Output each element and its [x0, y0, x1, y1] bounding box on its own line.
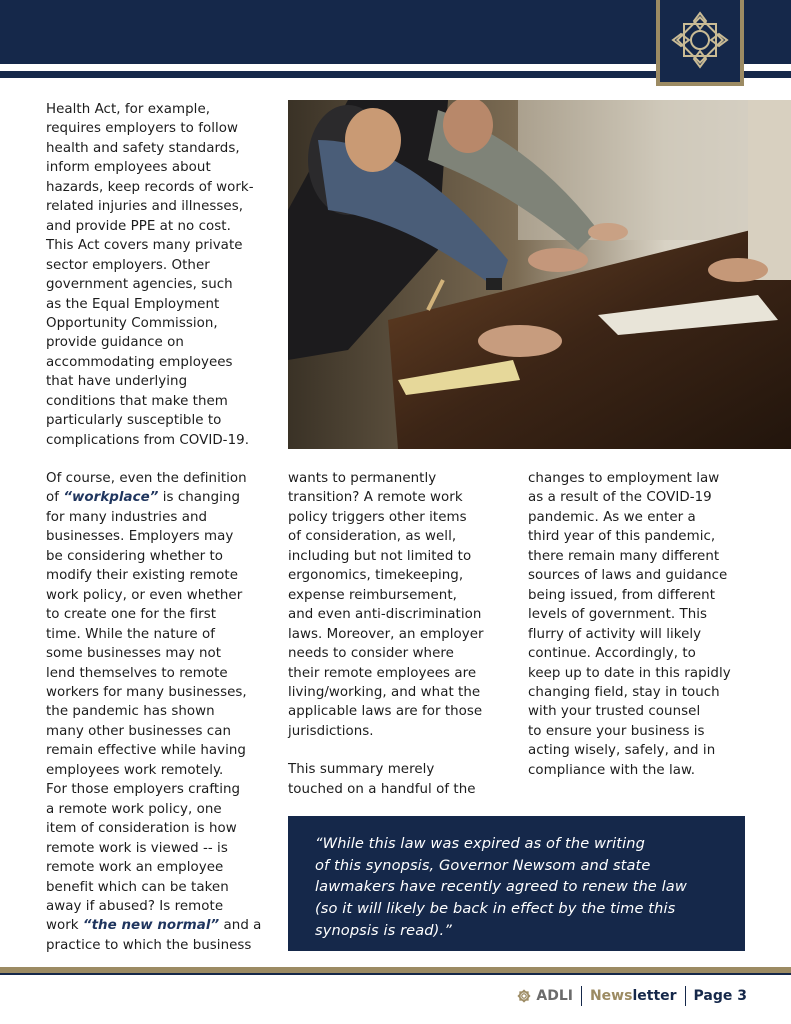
- footer-separator: [581, 986, 582, 1006]
- col1-part3: and a practice to which the business: [46, 918, 262, 953]
- column-3-text: changes to employment law as a result of the COVID-19 pandemic. As we enter a third year of this pandemic, there remain many different sources of laws and guidance being issued, from different levels of government. This flurry of activity will likely continue. Accordingly, to keep up to date in this rapidly changing field, stay in touch with your trusted counsel to ensure your business is acting wisely, safely, and in compliance with the law.: [528, 471, 731, 778]
- new-normal-emphasis: “the new normal”: [82, 918, 220, 934]
- column-2: [288, 469, 498, 799]
- column-1-top-text: Health Act, for example, requires employers to follow health and safety standards, inform employees about hazards, keep records of work- related injuries and illnesses, and provide PPE at no cost. This Act covers many private sector employers. Other government agencies, such as the Equal Employment Opportunity Commission, provide guidance on accommodating employees that have underlying conditions that make them particularly susceptible to complications from COVID-19.: [46, 102, 254, 448]
- column-2-para-2: This summary merely touched on a handful of the: [288, 762, 476, 797]
- footer-separator-2: [685, 986, 686, 1006]
- pull-quote: [288, 816, 745, 951]
- column-1-top: [46, 100, 271, 450]
- footer-navy-line: [0, 973, 791, 975]
- page-footer: [516, 984, 747, 1008]
- column-1-bottom-text: [46, 469, 271, 955]
- footer-brand: [516, 988, 573, 1004]
- column-2-para-1: wants to permanently transition? A remote work policy triggers other items of consideration, as well, including but not limited to ergonomics, timekeeping, expense reimbursement, and even anti-discrimination laws. Moreover, an employer needs to consider where their remote employees are living/working, and what the applicable laws are for those jurisdictions.: [288, 471, 484, 739]
- column-1-bottom: [46, 469, 271, 955]
- col1-part1: Of course, even the definition of: [46, 471, 247, 506]
- footer-newsletter: [590, 988, 677, 1004]
- footer-letter: letter: [632, 988, 677, 1004]
- column-3: [528, 469, 743, 780]
- col1-part2: is changing for many industries and businesses. Employers may be considering whether to modify their existing remote work policy, or even whether to create one for the first time. While the nature of some businesses may not lend themselves to remote workers for many businesses, the pandemic has shown many other businesses can remain effective while having employees work remotely. For those employers crafting a remote work policy, one item of consideration is how remote work is viewed -- is remote work an employee benefit which can be taken away if abused? Is remote work: [46, 490, 247, 934]
- footer-brand-text: ADLI: [536, 988, 573, 1004]
- adli-small-emblem-icon: [516, 988, 532, 1004]
- pull-quote-text: “While this law was expired as of the writing of this synopsis, Governor Newsom and state lawmakers have recently agreed to renew the law (so it will likely be back in effect by the time this synopsis is read).”: [315, 835, 687, 939]
- workplace-emphasis: “workplace”: [63, 490, 159, 506]
- footer-news: News: [589, 988, 633, 1004]
- meeting-photo: [288, 100, 791, 449]
- page-number: Page 3: [693, 988, 747, 1004]
- meeting-photo-graphic: [288, 100, 791, 449]
- adli-emblem-icon: [670, 9, 730, 71]
- logo-badge: [656, 0, 744, 86]
